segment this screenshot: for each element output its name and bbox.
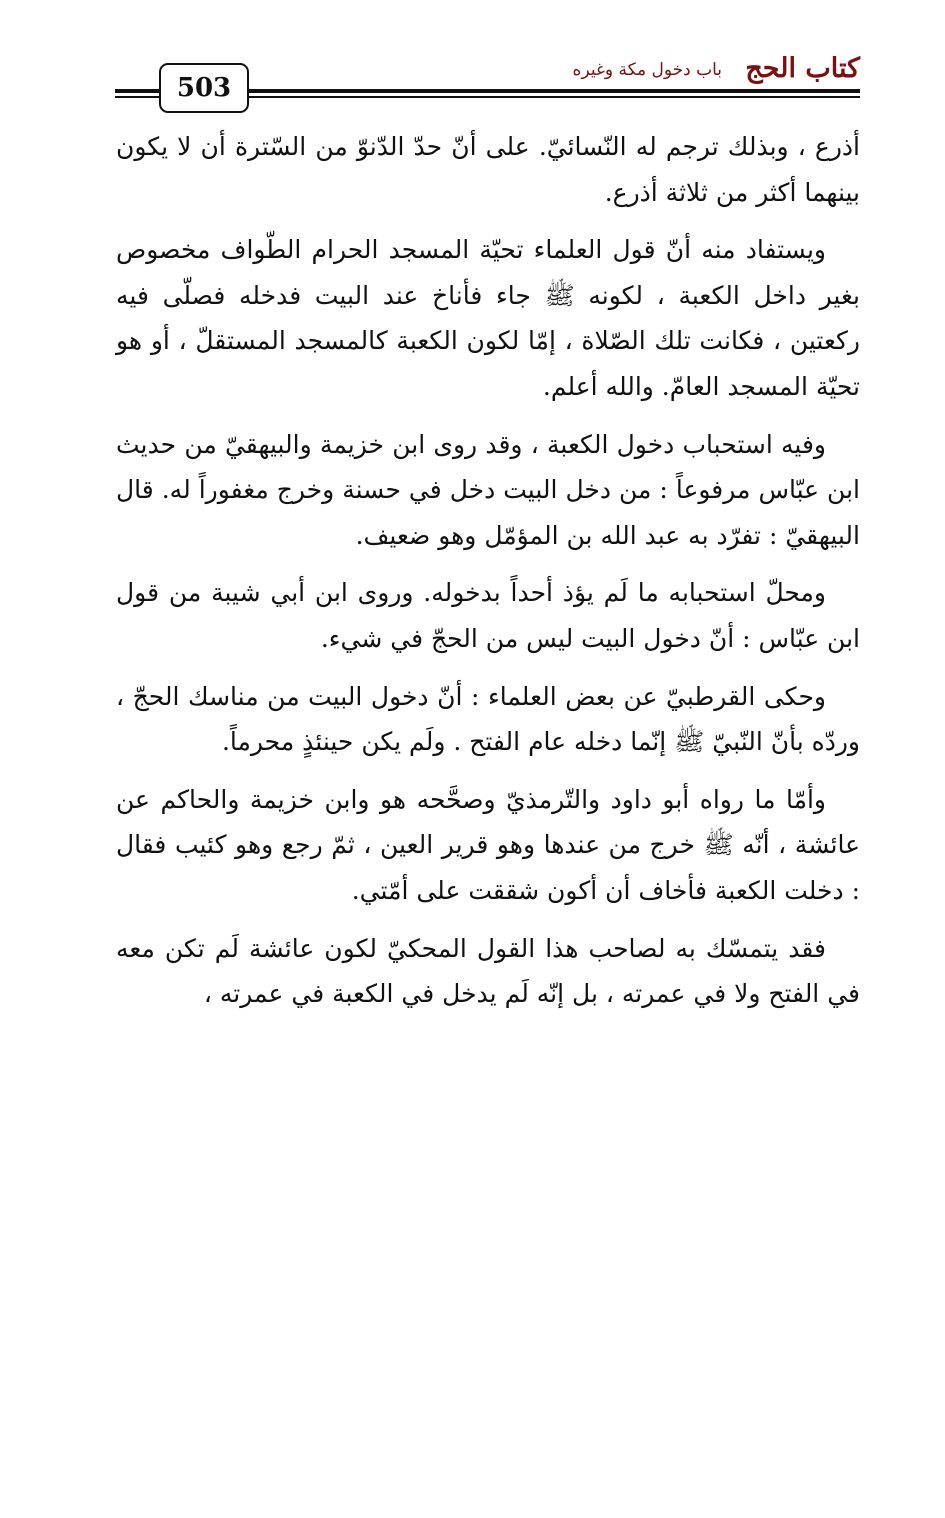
- paragraph-5: وحكى القرطبيّ عن بعض العلماء : أنّ دخول البيت من مناسك الحجّ ، وردّه بأنّ النّبيّ ﷺ إنّما دخله عام الفتح . ولَم يكن حينئذٍ محرماً.: [116, 681, 860, 757]
- chapter-title: باب دخول مكة وغيره: [572, 60, 722, 80]
- paragraph-3: وفيه استحباب دخول الكعبة ، وقد روى ابن خزيمة والبيهقيّ من حديث ابن عبّاس مرفوعاً : من دخل البيت دخل في حسنة وخرج مغفوراً له. قال البيهقيّ : تفرّد به عبد الله بن المؤمّل وهو ضعيف.: [116, 429, 860, 550]
- paragraph-1: أذرع ، وبذلك ترجم له النّسائيّ. على أنّ حدّ الدّنوّ من السّترة أن لا يكون بينهما أكثر من ثلاثة أذرع.: [116, 132, 860, 207]
- page-number: 503: [159, 63, 249, 113]
- body-text: [116, 124, 860, 1029]
- paragraph-6: وأمّا ما رواه أبو داود والتّرمذيّ وصحَّحه هو وابن خزيمة والحاكم عن عائشة ، أنّه ﷺ خرج من عندها وهو قرير العين ، ثمّ رجع وهو كئيب فقال : دخلت الكعبة فأخاف أن أكون شققت على أمّتي.: [116, 784, 860, 905]
- paragraph-2: ويستفاد منه أنّ قول العلماء تحيّة المسجد الحرام الطّواف مخصوص بغير داخل الكعبة ، لكونه ﷺ جاء فأناخ عند البيت فدخله فصلّى فيه ركعتين ، فكانت تلك الصّلاة ، إمّا لكون الكعبة كالمسجد المستقلّ ، أو هو تحيّة المسجد العامّ. والله أعلم.: [116, 235, 860, 401]
- paragraph-4: ومحلّ استحبابه ما لَم يؤذ أحداً بدخوله. وروى ابن أبي شيبة من قول ابن عبّاس : أنّ دخول البيت ليس من الحجّ في شيء.: [116, 578, 860, 653]
- paragraph-7: فقد يتمسّك به لصاحب هذا القول المحكيّ لكون عائشة لَم تكن معه في الفتح ولا في عمرته ، بل إنّه لَم يدخل في الكعبة في عمرته ،: [116, 933, 860, 1009]
- book-title: كتاب الحج: [745, 53, 860, 84]
- page-header: [115, 52, 860, 112]
